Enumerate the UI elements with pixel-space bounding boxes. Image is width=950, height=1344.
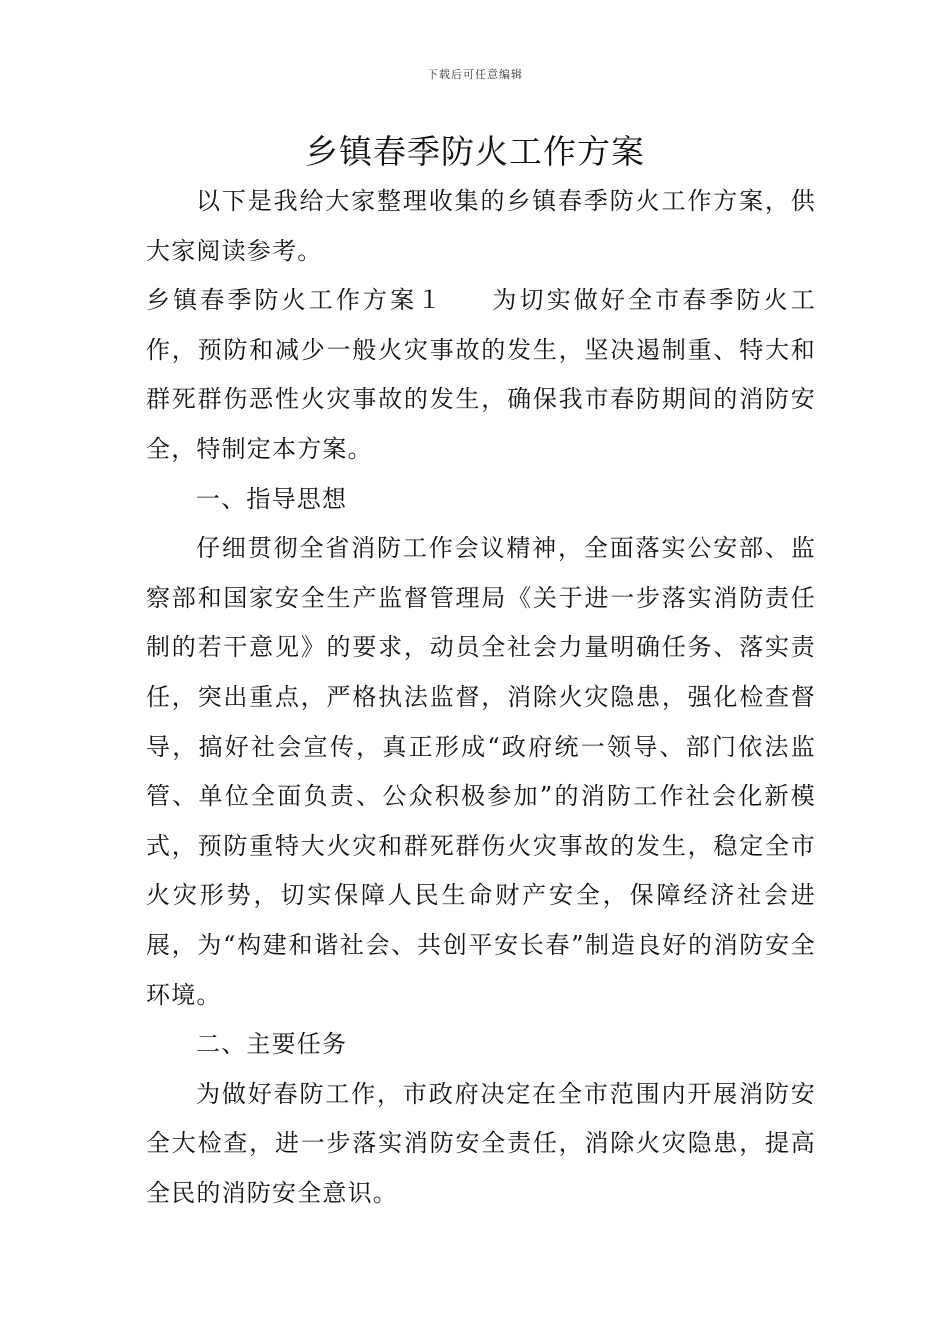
section-paragraph <box>146 276 816 474</box>
heading-tasks: 二、主要任务 <box>196 1030 348 1059</box>
section-label: 乡镇春季防火工作方案１ <box>146 286 445 315</box>
intro-paragraph: 以下是我给大家整理收集的乡镇春季防火工作方案，供大家阅读参考。 <box>146 187 816 265</box>
tasks-paragraph: 为做好春防工作，市政府决定在全市范围内开展消防安全大检查，进一步落实消防安全责任，消除火灾隐患，提高全民的消防安全意识。 <box>146 1079 816 1207</box>
document-body <box>146 177 816 1218</box>
heading-guidance: 一、指导思想 <box>196 484 348 513</box>
header-note: 下载后可任意编辑 <box>427 68 523 81</box>
document-title: 乡镇春季防火工作方案 <box>305 132 645 171</box>
section-lead: 为切实做好全市春季防火工作，预防和减少一般火灾事故的发生，坚决遏制重、特大和群死群伤恶性火灾事故的发生，确保我市春防期间的消防安全，特制定本方案。 <box>146 286 816 463</box>
guidance-paragraph: 仔细贯彻全省消防工作会议精神，全面落实公安部、监察部和国家安全生产监督管理局《关于进一步落实消防责任制的若干意见》的要求，动员全社会力量明确任务、落实责任，突出重点，严格执法监督，消除火灾隐患，强化检查督导，搞好社会宣传，真正形成“政府统一领导、部门依法监管、单位全面负责、公众积极参加”的消防工作社会化新模式，预防重特大火灾和群死群伤火灾事故的发生，稳定全市火灾形势，切实保障人民生命财产安全，保障经济社会进展，为“构建和谐社会、共创平安长春”制造良好的消防安全环境。 <box>146 534 816 1009</box>
